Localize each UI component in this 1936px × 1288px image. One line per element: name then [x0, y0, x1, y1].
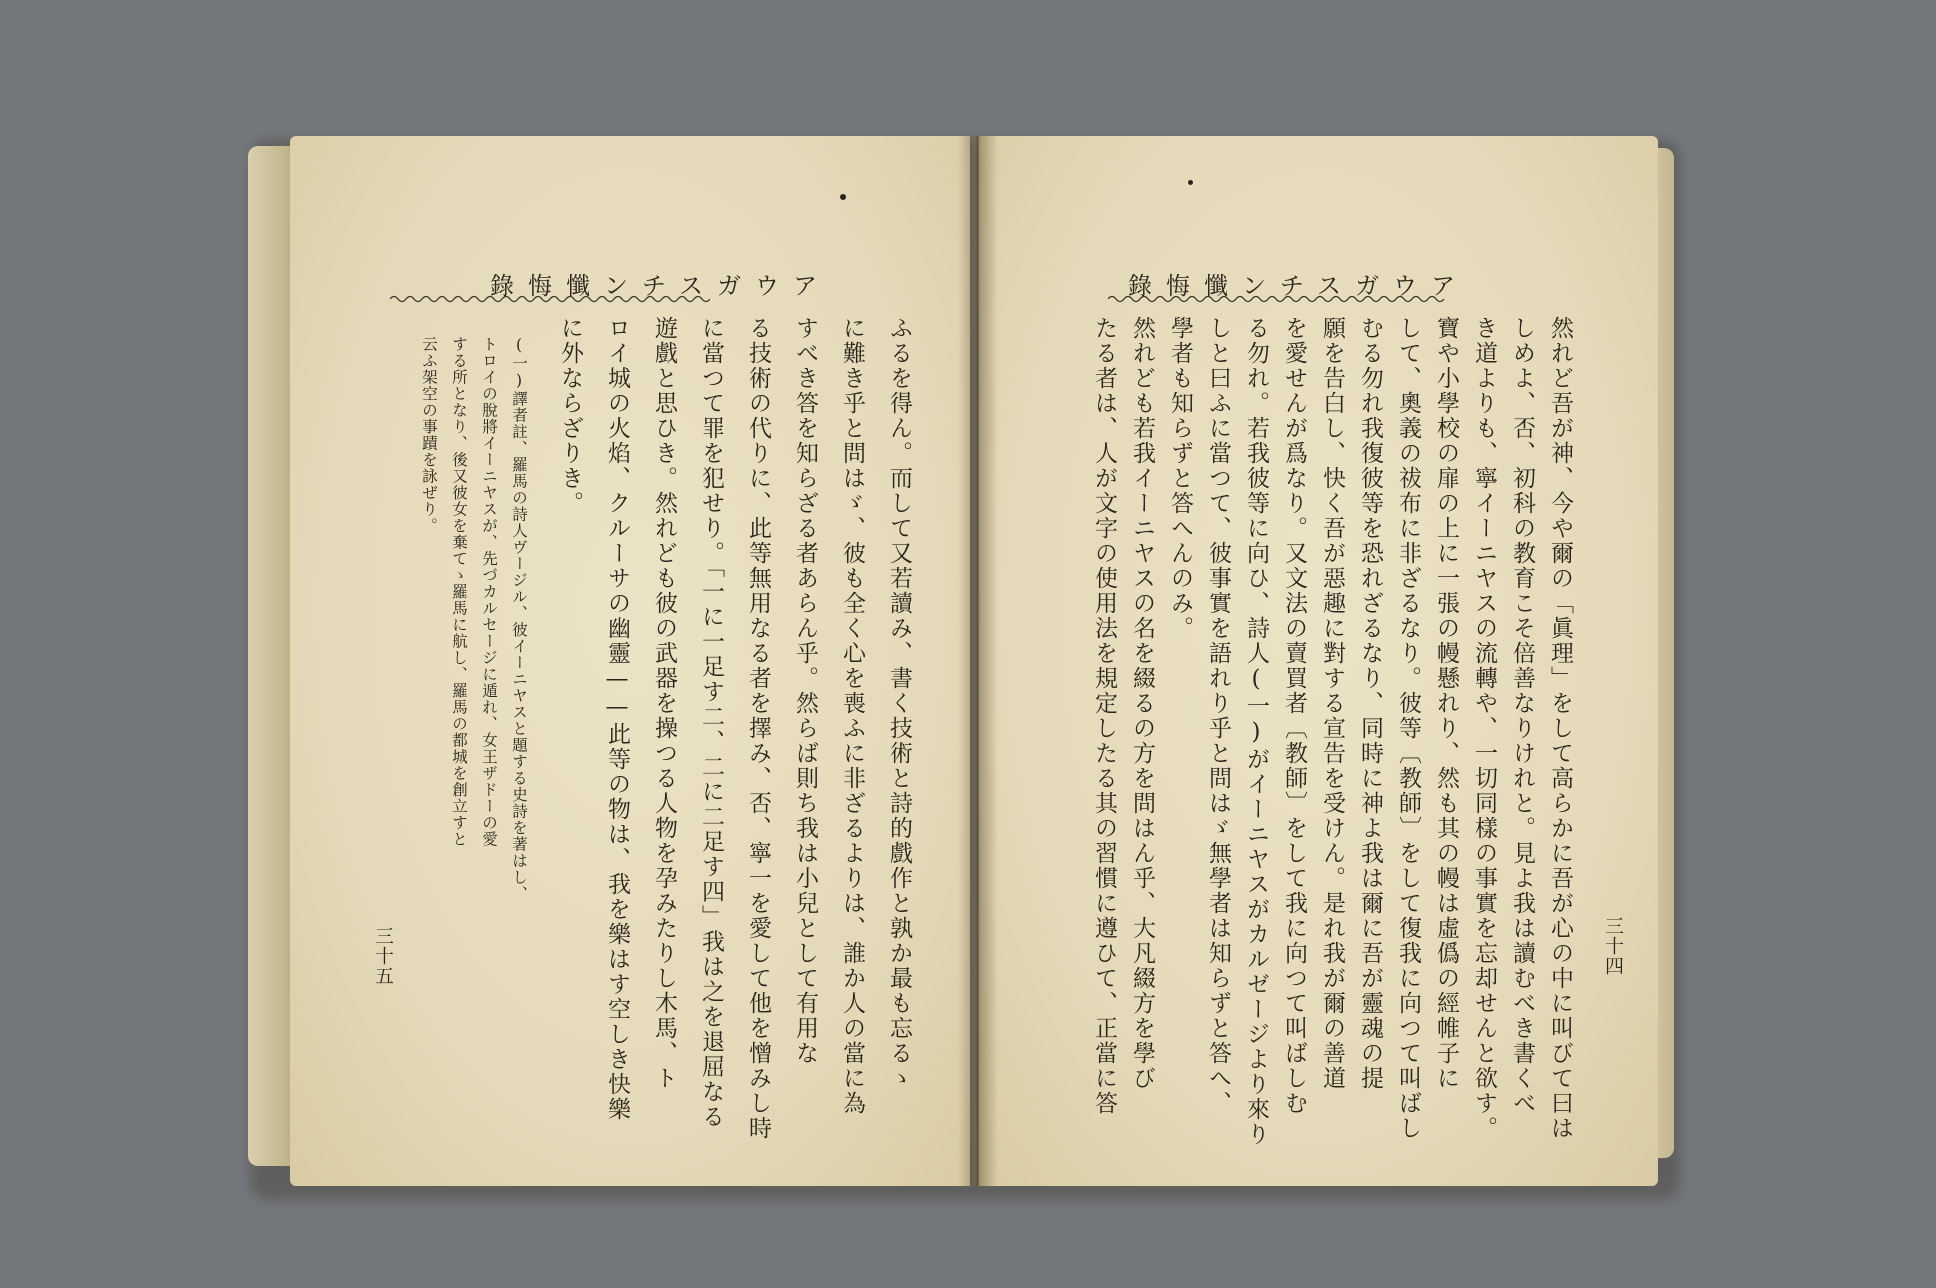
right-body-col-2: しめよ、否、初科の教育こそ倍善なりけれと。見よ我は讀むべき書くべ [1509, 316, 1535, 1116]
book-gutter [958, 136, 998, 1186]
left-note-col-2: トロイの脫將イーニヤスが、先づカルセージに遁れ、女王ザドーの愛 [480, 336, 498, 848]
left-note-col-1: (一)譯者註、羅馬の詩人ヴージル、彼イーニヤスと題する史詩を著はし、 [510, 336, 528, 902]
right-running-head: 錄悔懺ンチスガウア [1128, 272, 1470, 300]
right-body-col-3: き道よりも、寧イーニヤスの流轉や、一切同樣の事實を忘却せんと欲す。 [1471, 316, 1497, 1141]
left-note-col-4: 云ふ架空の事蹟を詠ぜり。 [420, 336, 438, 534]
left-running-head: 錄悔懺ンチスガウア [490, 272, 832, 300]
right-body-col-11: 學者も知らずと答へんのみ。 [1167, 316, 1193, 641]
left-body-col-8: に外ならざりき。 [557, 316, 583, 516]
right-body-col-9: る勿れ。若我彼等に向ひ、詩人(一)がイーニヤスがカルゼージより來り [1243, 316, 1269, 1147]
right-body-col-4: 寶や小學校の扉の上に一張の幔懸れり、然も其の幔は虛僞の經帷子に [1433, 316, 1459, 1091]
left-body-col-3: すべき答を知らざる者あらん乎。然らば則ち我は小兒として有用な [792, 316, 818, 1066]
left-header-rule [390, 294, 710, 304]
left-page-number: 三十五 [372, 926, 394, 986]
right-header-rule [1108, 294, 1448, 304]
left-page [290, 136, 970, 1186]
left-body-col-1: ふるを得ん。而して又若讀み、書く技術と詩的戲作と孰か最も忘るゝ [886, 316, 912, 1091]
right-body-col-13: たる者は、人が文字の使用法を規定したる其の習慣に遵ひて、正當に答 [1091, 316, 1117, 1116]
right-page-number: 三十四 [1602, 916, 1624, 976]
right-body-col-7: 願を告白し、快く吾が惡趣に對する宣告を受けん。是れ我が爾の善道 [1319, 316, 1345, 1091]
ink-dot [840, 194, 846, 200]
right-body-col-10: しと曰ふに當つて、彼事實を語れり乎と問はゞ無學者は知らずと答へ、 [1205, 316, 1231, 1116]
left-note-col-3: する所となり、後又彼女を棄てゝ羅馬に航し、羅馬の都城を創立すと [450, 336, 468, 848]
right-body-col-1: 然れど吾が神、今や爾の「眞理」をして高らかに吾が心の中に叫びて曰は [1547, 316, 1573, 1141]
right-page [978, 136, 1658, 1186]
left-body-col-2: に難き乎と問はゞ、彼も全く心を喪ふに非ざるよりは、誰か人の當に為 [839, 316, 865, 1116]
right-body-col-6: むる勿れ我復彼等を恐れざるなり、同時に神よ我は爾に吾が靈魂の提 [1357, 316, 1383, 1091]
right-body-col-12: 然れども若我イーニヤスの名を綴るの方を問はん乎、大凡綴方を學び [1129, 316, 1155, 1091]
left-body-col-7: ロイ城の火焰、クルーサの幽靈——此等の物は、我を樂はす空しき快樂 [604, 316, 630, 1122]
ink-dot [1188, 180, 1193, 185]
left-body-col-5: に當つて罪を犯せり。「一に一足す二、二に二足す四」我は之を退屈なる [698, 316, 724, 1130]
left-body-col-6: 遊戲と思ひき。然れども彼の武器を操つる人物を孕みたりし木馬、ト [651, 316, 677, 1091]
left-body-col-4: る技術の代りに、此等無用なる者を擇み、否、寧一を愛して他を憎みし時 [745, 316, 771, 1141]
right-body-col-5: して、奧義の祓布に非ざるなり。彼等〔教師〕をして復我に向つて叫ばし [1395, 316, 1421, 1141]
right-body-col-8: を愛せんが爲なり。又文法の賣買者〔教師〕をして我に向つて叫ばしむ [1281, 316, 1307, 1116]
